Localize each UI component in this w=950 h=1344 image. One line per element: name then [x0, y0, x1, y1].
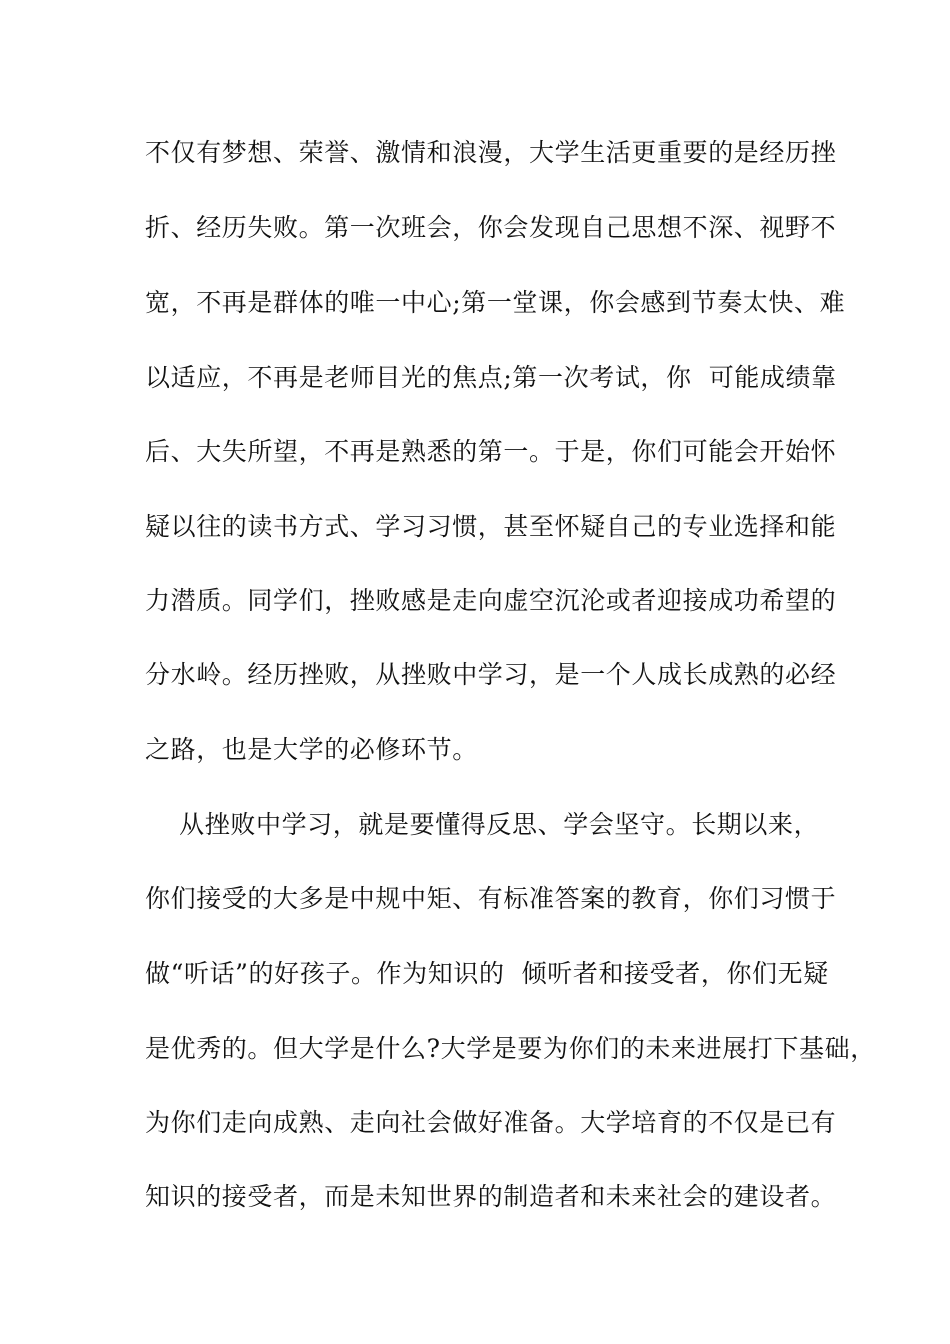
- text-line: 知识的接受者，而是未知世界的制造者和未来社会的建设者。: [145, 1182, 837, 1211]
- text-line: 从挫败中学习，就是要懂得反思、学会坚守。长期以来，: [145, 810, 820, 839]
- text-line: 疑以往的读书方式、学习习惯，甚至怀疑自己的专业选择和能: [145, 512, 837, 541]
- text-line: 力潜质。同学们，挫败感是走向虚空沉沦或者迎接成功希望的: [145, 586, 837, 615]
- text-line: 为你们走向成熟、走向社会做好准备。大学培育的不仅是已有: [145, 1108, 837, 1137]
- text-line: 以适应，不再是老师目光的焦点;第一次考试，你 可能成绩靠: [145, 363, 837, 392]
- text-line: 是优秀的。但大学是什么?大学是要为你们的未来进展打下基础，: [145, 1034, 876, 1063]
- text-line: 做“听话”的好孩子。作为知识的 倾听者和接受者，你们无疑: [145, 959, 829, 988]
- text-line: 折、经历失败。第一次班会，你会发现自己思想不深、视野不: [145, 213, 837, 242]
- text-line: 不仅有梦想、荣誉、激情和浪漫，大学生活更重要的是经历挫: [145, 138, 837, 167]
- text-line: 宽，不再是群体的唯一中心;第一堂课，你会感到节奏太快、难: [145, 288, 846, 317]
- text-line: 分水岭。经历挫败，从挫败中学习，是一个人成长成熟的必经: [145, 660, 837, 689]
- text-line: 后、大失所望，不再是熟悉的第一。于是，你们可能会开始怀: [145, 437, 837, 466]
- text-line: 你们接受的大多是中规中矩、有标准答案的教育，你们习惯于: [145, 884, 837, 913]
- text-line: 之路，也是大学的必修环节。: [145, 735, 478, 764]
